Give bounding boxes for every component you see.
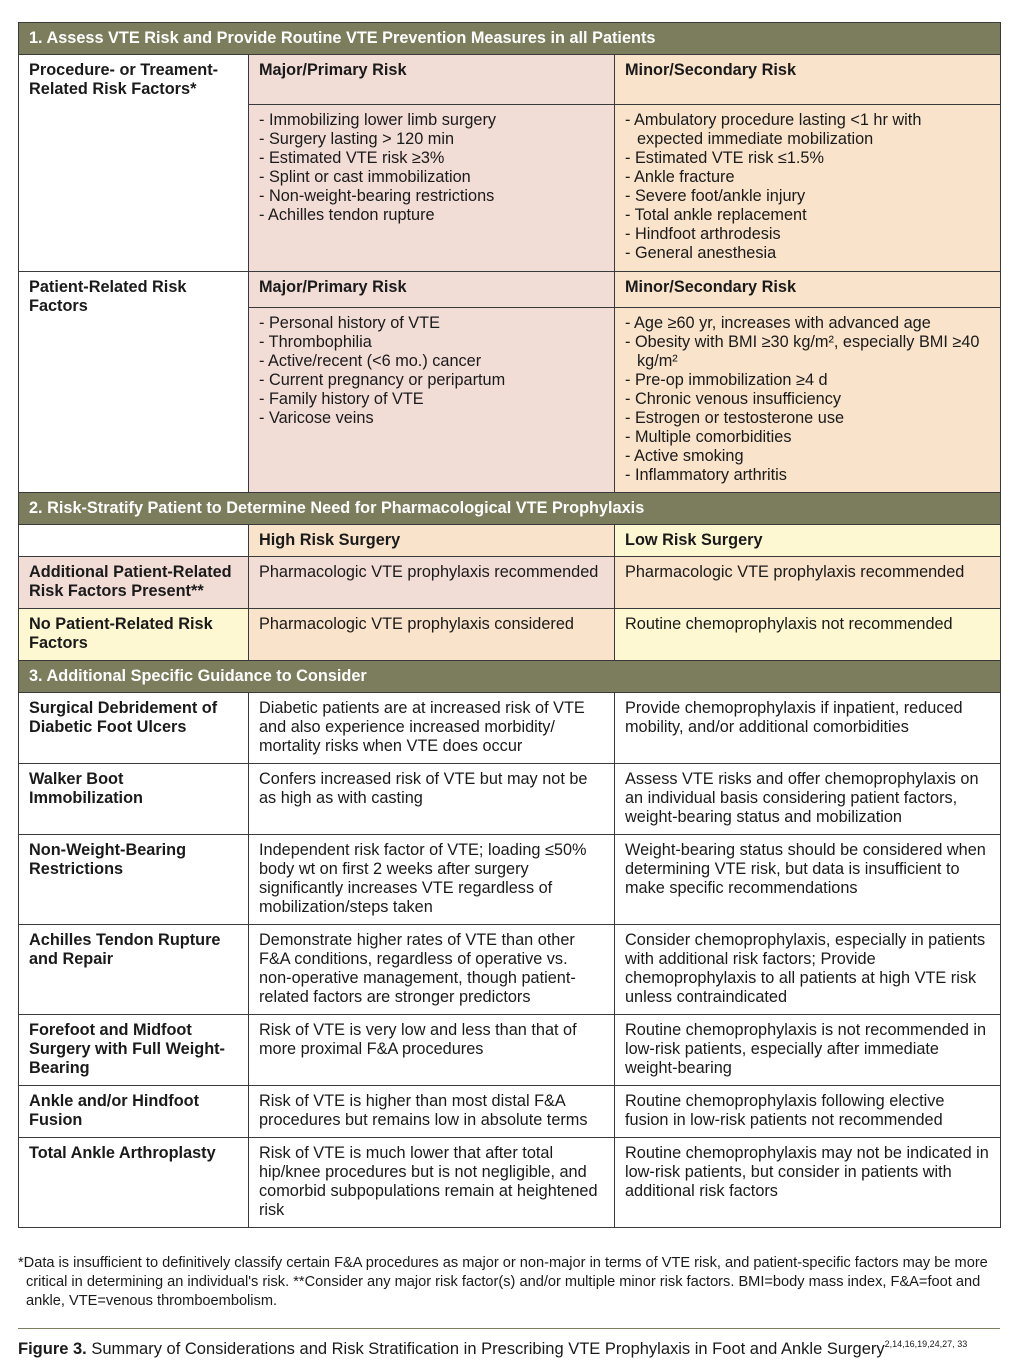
guidance-cell: Routine chemoprophylaxis following elective fusion in low-risk patients not recommended: [615, 1086, 1001, 1138]
list-item: - Estrogen or testosterone use: [625, 409, 845, 427]
list-item: - Active/recent (<6 mo.) cancer: [259, 352, 482, 370]
section2-title: 2. Risk-Stratify Patient to Determine Need for Pharmacological VTE Prophylaxis: [19, 493, 1001, 525]
evidence-cell: Confers increased risk of VTE but may not be as high as with casting: [249, 764, 615, 835]
table-row: [19, 1015, 1001, 1086]
figure-references: 2,14,16,19,24,27, 33: [884, 1339, 968, 1349]
low-risk-cell: Pharmacologic VTE prophylaxis recommended: [615, 557, 1001, 609]
list-item: - Chronic venous insufficiency: [625, 390, 841, 408]
list-item: - Achilles tendon rupture: [259, 206, 435, 224]
table-row: [19, 693, 1001, 764]
procedure-major-list: [249, 105, 615, 272]
caption-divider: [18, 1328, 1000, 1329]
section1-header-row: [19, 23, 1001, 55]
high-risk-cell: Pharmacologic VTE prophylaxis considered: [249, 609, 615, 661]
patient-minor-header: Minor/Secondary Risk: [615, 272, 1001, 308]
table-row: [19, 764, 1001, 835]
row-label: Ankle and/or Hindfoot Fusion: [19, 1086, 249, 1138]
list-item: - Multiple comorbidities: [625, 428, 792, 446]
vte-table: [18, 22, 1001, 1228]
patient-major-header: Major/Primary Risk: [249, 272, 615, 308]
section1-title: 1. Assess VTE Risk and Provide Routine VTE Prevention Measures in all Patients: [19, 23, 1001, 55]
footnote-text: *Data is insufficient to definitively classify certain F&A procedures as major or non-major in terms of VTE risk, and patient-specific factors may be more critical in determining an individual's risk. **Consider any major risk factor(s) and/or multiple minor risk factors. BMI=body mass index, F&A=foot and ankle, VTE=venous thromboembolism.: [18, 1255, 988, 1309]
procedure-header-row: [19, 55, 1001, 105]
procedure-risk-label: Procedure- or Treament-Related Risk Factors*: [19, 55, 249, 272]
list-item: - Obesity with BMI ≥30 kg/m², especially BMI ≥40 kg/m²: [625, 333, 980, 370]
list-item: - Hindfoot arthrodesis: [625, 225, 781, 243]
footnote: [18, 1254, 1003, 1311]
procedure-minor-list: [615, 105, 1001, 272]
list-item: - Thrombophilia: [259, 333, 372, 351]
row-label: Walker Boot Immobilization: [19, 764, 249, 835]
guidance-cell: Routine chemoprophylaxis may not be indicated in low-risk patients, but consider in patients with additional risk factors: [615, 1138, 1001, 1228]
section2-col-header-row: [19, 525, 1001, 557]
guidance-cell: Assess VTE risks and offer chemoprophylaxis on an individual basis considering patient factors, weight-bearing status and mobilization: [615, 764, 1001, 835]
list-item: - Active smoking: [625, 447, 744, 465]
guidance-cell: Routine chemoprophylaxis is not recommended in low-risk patients, especially after immediate weight-bearing: [615, 1015, 1001, 1086]
patient-header-row: [19, 272, 1001, 308]
table-row: [19, 557, 1001, 609]
list-item: - Severe foot/ankle injury: [625, 187, 806, 205]
guidance-cell: Weight-bearing status should be considered when determining VTE risk, but data is insufficient to make specific recommendations: [615, 835, 1001, 925]
row-label: Forefoot and Midfoot Surgery with Full Weight-Bearing: [19, 1015, 249, 1086]
evidence-cell: Demonstrate higher rates of VTE than other F&A conditions, regardless of operative vs. non-operative management, though patient-related factors are stronger predictors: [249, 925, 615, 1015]
list-item: - Ambulatory procedure lasting <1 hr with expected immediate mobilization: [625, 111, 922, 148]
low-risk-surgery-header: Low Risk Surgery: [615, 525, 1001, 557]
figure-caption: [18, 1334, 1018, 1359]
procedure-minor-header: Minor/Secondary Risk: [615, 55, 1001, 105]
figure-caption-text: Summary of Considerations and Risk Stratification in Prescribing VTE Prophylaxis in Foot and Ankle Surgery: [86, 1340, 885, 1358]
list-item: - Current pregnancy or peripartum: [259, 371, 506, 389]
guidance-cell: Provide chemoprophylaxis if inpatient, reduced mobility, and/or additional comorbidities: [615, 693, 1001, 764]
table-row: [19, 835, 1001, 925]
list-item: - Total ankle replacement: [625, 206, 807, 224]
evidence-cell: Independent risk factor of VTE; loading ≤50% body wt on first 2 weeks after surgery significantly increases VTE regardless of mobilization/steps taken: [249, 835, 615, 925]
section2-header-row: [19, 493, 1001, 525]
evidence-cell: Risk of VTE is higher than most distal F&A procedures but remains low in absolute terms: [249, 1086, 615, 1138]
figure-label: Figure 3.: [18, 1340, 87, 1358]
patient-risk-label: Patient-Related Risk Factors: [19, 272, 249, 493]
list-item: - Pre-op immobilization ≥4 d: [625, 371, 828, 389]
table-row: [19, 1138, 1001, 1228]
list-item: - Inflammatory arthritis: [625, 466, 787, 484]
patient-major-list: [249, 308, 615, 493]
section3-title: 3. Additional Specific Guidance to Consider: [19, 661, 1001, 693]
section3-header-row: [19, 661, 1001, 693]
table-row: [19, 1086, 1001, 1138]
row-label: Surgical Debridement of Diabetic Foot Ulcers: [19, 693, 249, 764]
low-risk-cell: Routine chemoprophylaxis not recommended: [615, 609, 1001, 661]
table-row: [19, 609, 1001, 661]
list-item: - Estimated VTE risk ≤1.5%: [625, 149, 824, 167]
list-item: - Non-weight-bearing restrictions: [259, 187, 495, 205]
list-item: - Ankle fracture: [625, 168, 735, 186]
list-item: - Age ≥60 yr, increases with advanced age: [625, 314, 931, 332]
procedure-major-header: Major/Primary Risk: [249, 55, 615, 105]
evidence-cell: Diabetic patients are at increased risk of VTE and also experience increased morbidity/ mortality risks when VTE does occur: [249, 693, 615, 764]
row-label: No Patient-Related Risk Factors: [19, 609, 249, 661]
list-item: - Personal history of VTE: [259, 314, 440, 332]
list-item: - Varicose veins: [259, 409, 374, 427]
vte-summary-figure: [18, 22, 1000, 1228]
list-item: - Estimated VTE risk ≥3%: [259, 149, 445, 167]
patient-minor-list: [615, 308, 1001, 493]
row-label: Total Ankle Arthroplasty: [19, 1138, 249, 1228]
guidance-cell: Consider chemoprophylaxis, especially in patients with additional risk factors; Provide chemoprophylaxis to all patients at high VTE risk unless contraindicated: [615, 925, 1001, 1015]
row-label: Achilles Tendon Rupture and Repair: [19, 925, 249, 1015]
evidence-cell: Risk of VTE is much lower that after total hip/knee procedures but is not negligible, and comorbid subpopulations remain at heightened risk: [249, 1138, 615, 1228]
row-label: Additional Patient-Related Risk Factors Present**: [19, 557, 249, 609]
list-item: - Surgery lasting > 120 min: [259, 130, 455, 148]
list-item: - Family history of VTE: [259, 390, 424, 408]
evidence-cell: Risk of VTE is very low and less than that of more proximal F&A procedures: [249, 1015, 615, 1086]
list-item: - Immobilizing lower limb surgery: [259, 111, 497, 129]
list-item: - Splint or cast immobilization: [259, 168, 471, 186]
list-item: - General anesthesia: [625, 244, 777, 262]
high-risk-surgery-header: High Risk Surgery: [249, 525, 615, 557]
row-label: Non-Weight-Bearing Restrictions: [19, 835, 249, 925]
empty-cell: [19, 525, 249, 557]
table-row: [19, 925, 1001, 1015]
high-risk-cell: Pharmacologic VTE prophylaxis recommended: [249, 557, 615, 609]
